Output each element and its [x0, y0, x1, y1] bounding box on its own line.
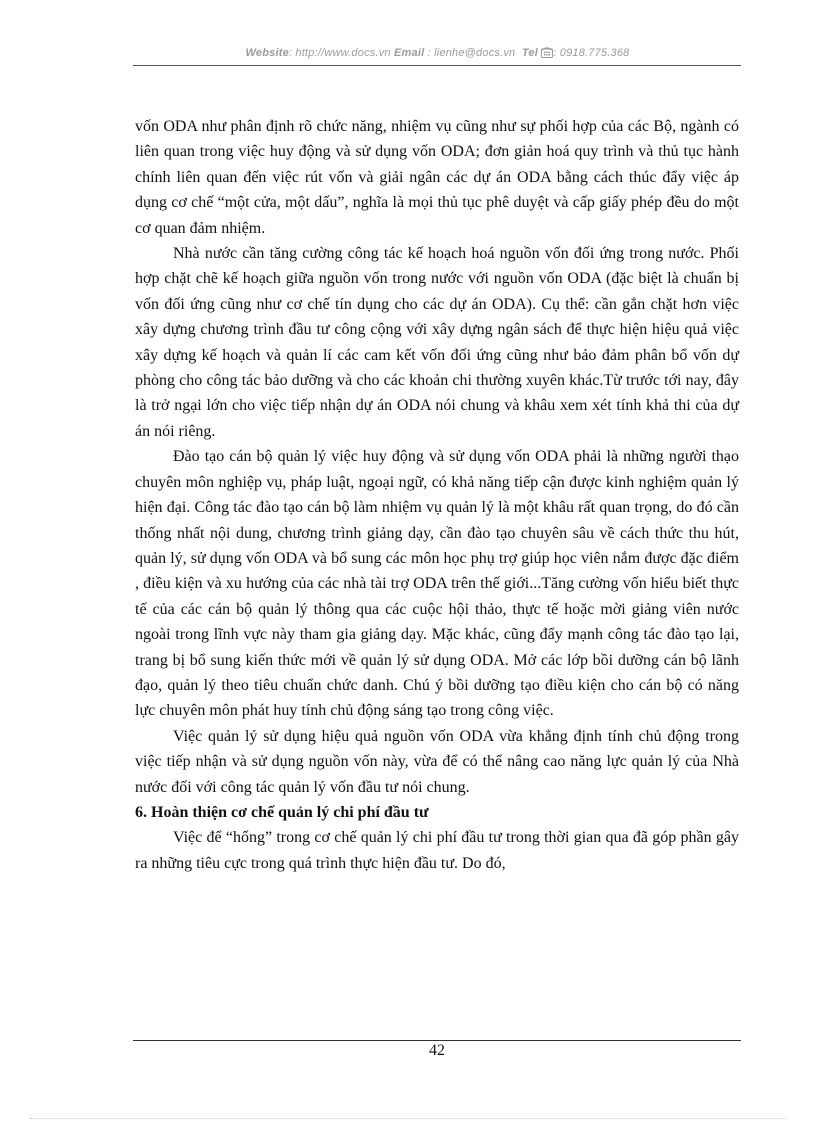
- page-header: [135, 47, 740, 67]
- page-number: 42: [429, 1042, 445, 1059]
- email-label: Email: [394, 47, 425, 59]
- section-heading: 6. Hoàn thiện cơ chế quản lý chi phí đầu tư: [135, 803, 429, 821]
- tel-value: : 0918.775.368: [553, 47, 630, 59]
- paragraph-4: Việc quản lý sử dụng hiệu quả nguồn vốn ODA vừa khẳng định tính chủ động trong việc tiếp nhận và sử dụng nguồn vốn này, vừa để có thể nâng cao năng lực quản lý của Nhà nước đối với công tác quản lý vốn đầu tư nói chung.: [135, 727, 739, 796]
- email-value: : lienhe@docs.vn: [424, 47, 519, 59]
- header-divider: [133, 65, 741, 66]
- website-label: Website: [245, 47, 289, 59]
- page-bottom-border: [30, 1118, 786, 1119]
- document-body: [135, 114, 739, 876]
- tel-label: Tel: [521, 47, 538, 59]
- footer-divider: [133, 1040, 741, 1041]
- paragraph-3: Đào tạo cán bộ quản lý việc huy động và sử dụng vốn ODA phải là những người thạo chuyên môn nghiệp vụ, pháp luật, ngoại ngữ, có khả năng tiếp cận được kinh nghiệm quản lý hiện đại. Công tác đào tạo cán bộ làm nhiệm vụ quản lý là một khâu rất quan trọng, do đó cần thống nhất nội dung, chương trình giảng dạy, cần đào tạo chuyên sâu về cách thức thu hút, quản lý, sử dụng vốn ODA và bổ sung các môn học phụ trợ giúp học viên nắm được đặc điểm , điều kiện và xu hướng của các nhà tài trợ ODA trên thế giới...Tăng cường vốn hiểu biết thực tế của các cán bộ quản lý thông qua các cuộc hội thảo, thực tế hoặc mời giảng viên nước ngoài trong lĩnh vực này tham gia giảng dạy. Mặc khác, cũng đẩy mạnh công tác đào tạo lại, trang bị bổ sung kiến thức mới về quản lý sử dụng ODA. Mở các lớp bồi dưỡng cán bộ lãnh đạo, quản lý theo tiêu chuẩn chức danh. Chú ý bồi dưỡng tạo điều kiện cho cán bộ có năng lực chuyên môn phát huy tính chủ động sáng tạo trong công việc.: [135, 448, 739, 720]
- website-value: : http://www.docs.vn: [288, 47, 394, 59]
- paragraph-1: vốn ODA như phân định rõ chức năng, nhiệm vụ cũng như sự phối hợp của các Bộ, ngành có liên quan trong việc huy động và sử dụng vốn ODA; đơn giản hoá quy trình và thủ tục hành chính liên quan đến việc rút vốn và giải ngân các dự án ODA bằng cách thúc đẩy việc áp dụng cơ chế “một cửa, một dấu”, nghĩa là mọi thủ tục phê duyệt và cấp giấy phép đều do một cơ quan đảm nhiệm.: [135, 118, 739, 237]
- paragraph-5: Việc để “hổng” trong cơ chế quản lý chi phí đầu tư trong thời gian qua đã góp phần gây ra những tiêu cực trong quá trình thực hiện đầu tư. Do đó,: [135, 829, 739, 872]
- phone-icon: [541, 47, 553, 61]
- paragraph-2: Nhà nước cần tăng cường công tác kế hoạch hoá nguồn vốn đối ứng trong nước. Phối hợp chặt chẽ kế hoạch giữa nguồn vốn trong nước với nguồn vốn ODA (đặc biệt là chuẩn bị vốn đối ứng cũng như cơ chế tín dụng cho các dự án ODA). Cụ thể: cần gắn chặt hơn việc xây dựng chương trình đầu tư công cộng với xây dựng ngân sách để thực hiện hiệu quả việc xây dựng kế hoạch và quản lí các cam kết vốn đối ứng cũng như bảo đảm phân bổ vốn dự phòng cho công tác bảo dưỡng và cho các khoản chi thường xuyên khác.Từ trước tới nay, đây là trở ngại lớn cho việc tiếp nhận dự án ODA nói chung và khâu xem xét tính khả thi của dự án nói riêng.: [135, 245, 739, 440]
